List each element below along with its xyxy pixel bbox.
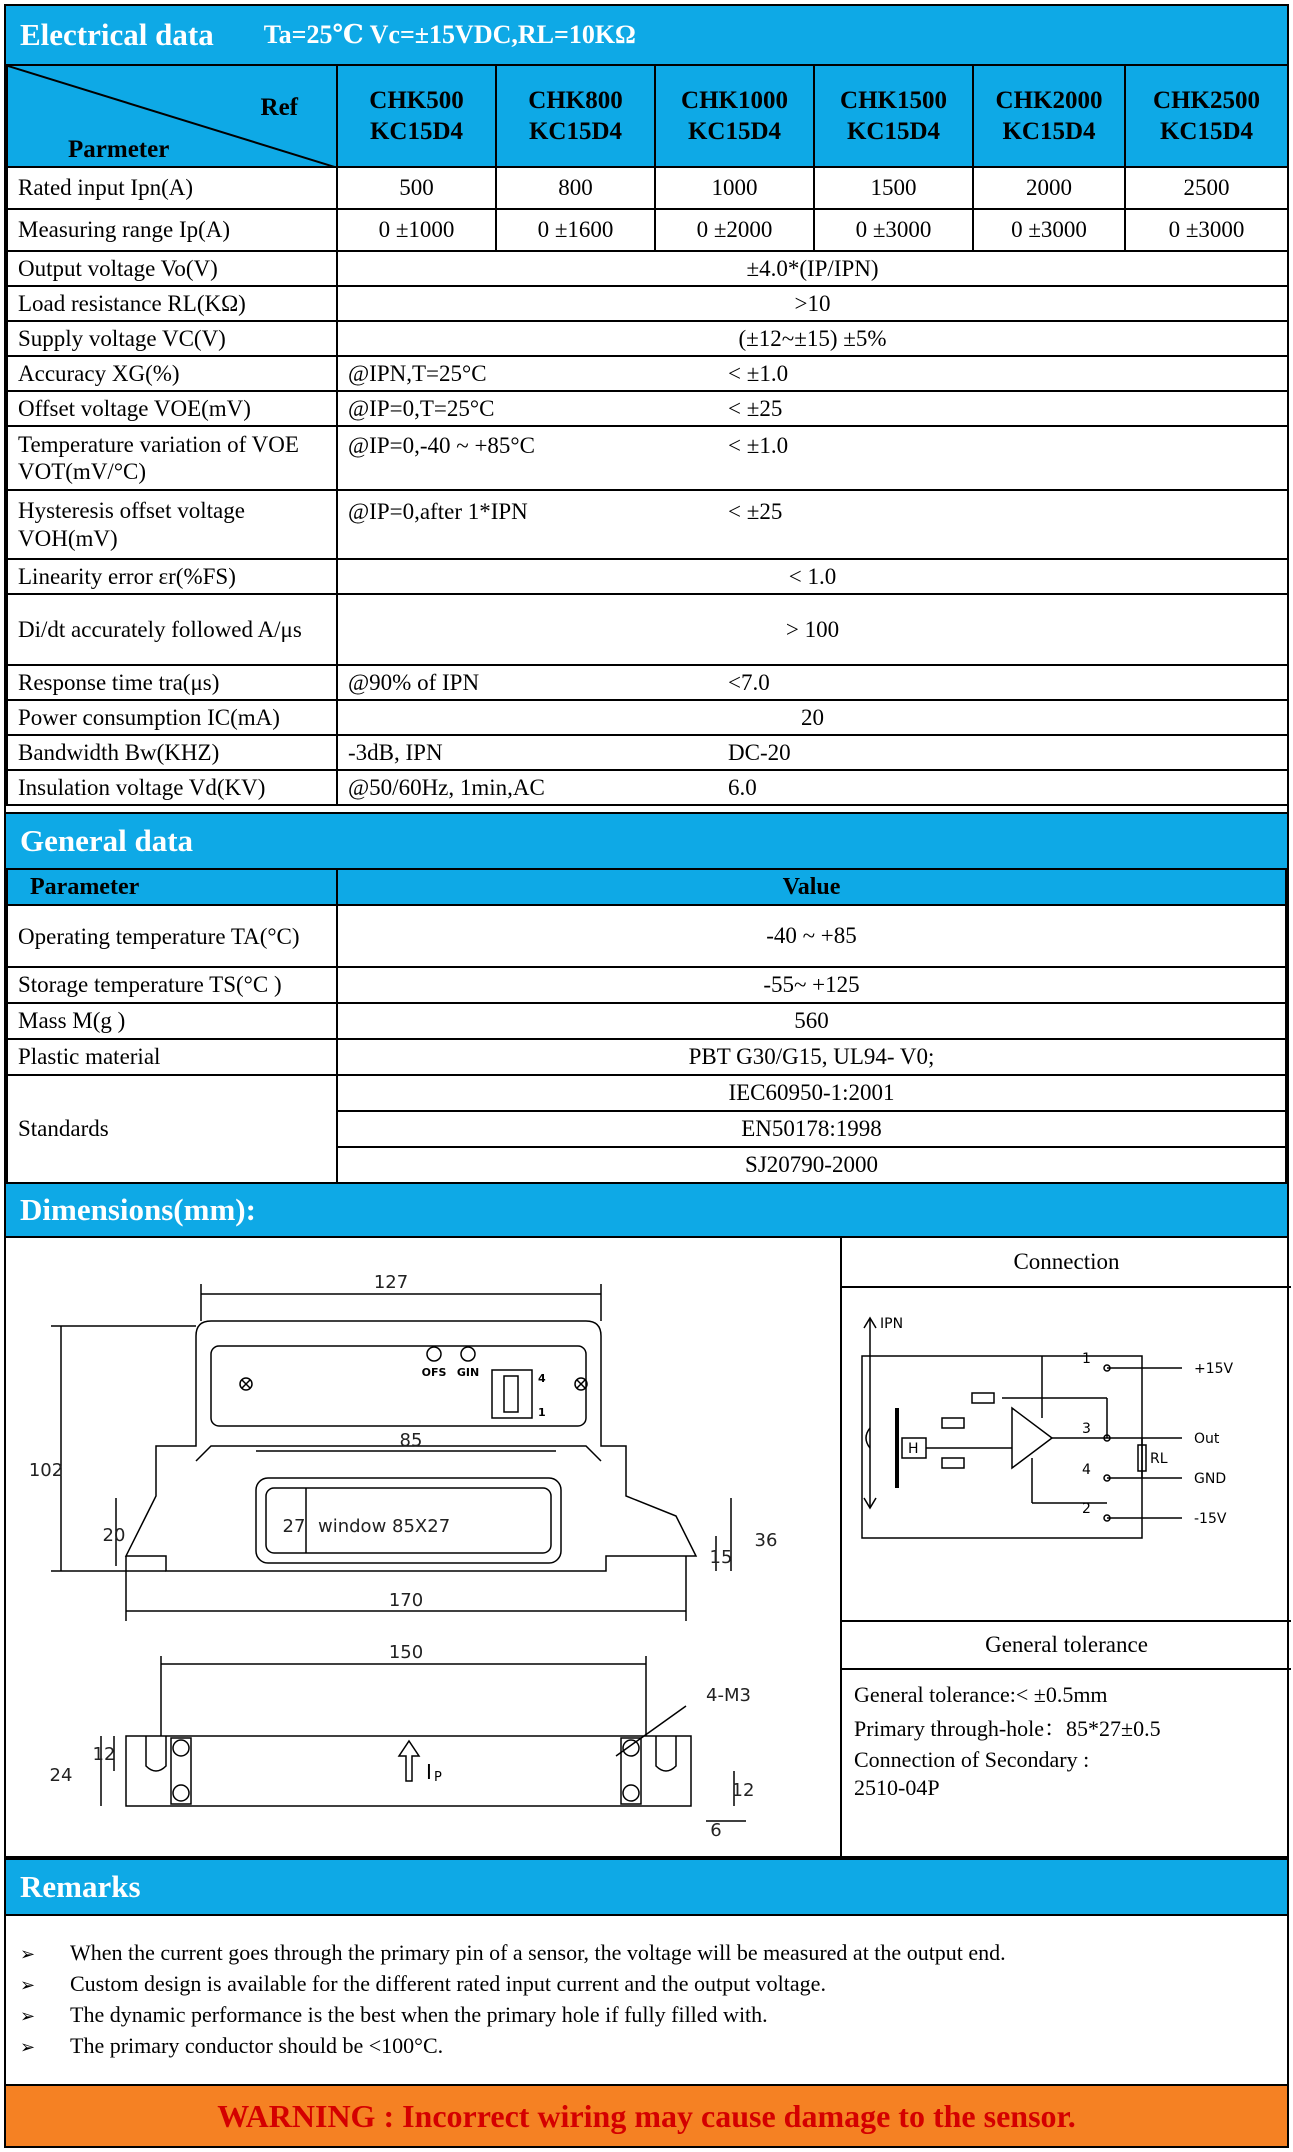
dim-15: 15 xyxy=(709,1547,733,1568)
cell-value xyxy=(337,356,1288,391)
ip-subscript: P xyxy=(434,1770,442,1785)
condition-text: @IP=0,T=25°C xyxy=(348,395,495,421)
cell-value xyxy=(337,391,1288,426)
row-label: Accuracy XG(%) xyxy=(7,356,337,391)
cell-value: 0 ±3000 xyxy=(1125,209,1288,251)
model-header: CHK1500 KC15D4 xyxy=(814,65,973,167)
ref-parameter-cell xyxy=(7,65,337,167)
dim-6: 6 xyxy=(710,1820,722,1841)
table-row xyxy=(7,967,1286,1003)
gin-label: GIN xyxy=(456,1366,480,1379)
cell-value: 1500 xyxy=(814,167,973,209)
dim-12a: 12 xyxy=(92,1744,116,1765)
row-label: Operating temperature TA(°C) xyxy=(7,905,337,967)
table-row xyxy=(7,594,1288,665)
model-header: CHK800 KC15D4 xyxy=(496,65,655,167)
row-label: Output voltage Vo(V) xyxy=(7,251,337,286)
cell-value: (±12~±15) ±5% xyxy=(337,321,1288,356)
arrow-bullet-icon: ➢ xyxy=(20,2006,36,2027)
datasheet-page xyxy=(4,4,1289,2148)
tolerance-line: General tolerance:< ±0.5mm xyxy=(854,1682,1108,1707)
cell-value xyxy=(337,735,1288,770)
table-row xyxy=(7,735,1288,770)
value-text: <7.0 xyxy=(728,669,770,695)
dim-12b: 12 xyxy=(731,1780,755,1801)
electrical-data-header xyxy=(6,4,1287,66)
value-text: 6.0 xyxy=(728,774,757,800)
value-text: DC-20 xyxy=(728,739,791,765)
rl-label: RL xyxy=(1150,1451,1168,1467)
table-row xyxy=(7,490,1288,559)
arrow-bullet-icon: ➢ xyxy=(20,1944,36,1965)
ip-label: I xyxy=(426,1760,432,1784)
standard-value: SJ20790-2000 xyxy=(337,1147,1286,1183)
row-label: Insulation voltage Vd(KV) xyxy=(7,770,337,805)
cell-value: 0 ±1000 xyxy=(337,209,496,251)
row-label: Di/dt accurately followed A/μs xyxy=(7,594,337,665)
cell-value: 0 ±3000 xyxy=(814,209,973,251)
pin-4-label: 4 xyxy=(538,1372,546,1385)
list-item: ➢ Custom design is available for the different rated input current and the output voltage. xyxy=(20,1969,1006,2000)
table-row xyxy=(7,700,1288,735)
dim-85: 85 xyxy=(399,1430,423,1451)
general-data-header xyxy=(6,812,1287,870)
table-row xyxy=(7,905,1286,967)
value-header: Value xyxy=(337,869,1286,905)
table-row xyxy=(7,209,1288,251)
circuit-diagram-svg xyxy=(842,1288,1291,1622)
dim-127: 127 xyxy=(373,1272,409,1293)
connection-title: Connection xyxy=(842,1236,1291,1288)
pin-1-label: 1 xyxy=(538,1406,546,1419)
row-label: Temperature variation of VOE VOT(mV/°C) xyxy=(7,426,337,490)
remarks-section xyxy=(6,1858,1287,2090)
cell-value: 560 xyxy=(337,1003,1286,1039)
model-header: CHK1000 KC15D4 xyxy=(655,65,814,167)
table-row xyxy=(7,167,1288,209)
remarks-list xyxy=(20,1938,1006,2062)
table-row xyxy=(7,770,1288,805)
cell-value xyxy=(337,770,1288,805)
connection-panel xyxy=(842,1236,1291,1858)
condition-text: @IP=0,after 1*IPN xyxy=(348,499,528,524)
list-item: ➢ The dynamic performance is the best when the primary hole if fully filled with. xyxy=(20,2000,1006,2031)
dimensions-title: Dimensions(mm): xyxy=(20,1192,256,1227)
value-text: < ±1.0 xyxy=(728,360,789,386)
pin-1: 1 xyxy=(1082,1351,1091,1367)
cell-value: 20 xyxy=(337,700,1288,735)
dim-36: 36 xyxy=(754,1530,778,1551)
row-label: Storage temperature TS(°C ) xyxy=(7,967,337,1003)
value-text: < ±25 xyxy=(728,499,783,524)
pin-2: 2 xyxy=(1082,1501,1091,1517)
general-tolerance-title: General tolerance xyxy=(842,1622,1291,1670)
row-label: Hysteresis offset voltage VOH(mV) xyxy=(7,490,337,559)
row-label: Bandwidth Bw(KHZ) xyxy=(7,735,337,770)
row-label: Mass M(g ) xyxy=(7,1003,337,1039)
arrow-bullet-icon: ➢ xyxy=(20,1975,36,1996)
model-header: CHK500 KC15D4 xyxy=(337,65,496,167)
dim-20: 20 xyxy=(102,1525,126,1546)
row-label: Supply voltage VC(V) xyxy=(7,321,337,356)
row-label: Load resistance RL(KΩ) xyxy=(7,286,337,321)
cell-value xyxy=(337,426,1288,490)
electrical-header-row xyxy=(7,65,1288,167)
arrow-bullet-icon: ➢ xyxy=(20,2037,36,2058)
dimensions-header xyxy=(6,1182,1287,1238)
parameter-label: Parmeter xyxy=(68,136,170,163)
cell-value: PBT G30/G15, UL94- V0; xyxy=(337,1039,1286,1075)
table-row xyxy=(7,1039,1286,1075)
standard-value: IEC60950-1:2001 xyxy=(337,1075,1286,1111)
gnd-label: GND xyxy=(1194,1471,1227,1487)
condition-text: @IP=0,-40 ~ +85°C xyxy=(348,433,535,458)
remarks-title: Remarks xyxy=(20,1869,141,1904)
electrical-conditions: Ta=25℃ Vc=±15VDC,RL=10KΩ xyxy=(263,20,636,49)
cell-value: -55~ +125 xyxy=(337,967,1286,1003)
model-header: CHK2000 KC15D4 xyxy=(973,65,1125,167)
window-label: window 85X27 xyxy=(318,1516,451,1537)
table-row xyxy=(7,251,1288,286)
general-data-title: General data xyxy=(20,823,194,858)
out-label: Out xyxy=(1194,1431,1220,1447)
table-row xyxy=(7,559,1288,594)
standard-value: EN50178:1998 xyxy=(337,1111,1286,1147)
cell-value: -40 ~ +85 xyxy=(337,905,1286,967)
table-row xyxy=(7,1003,1286,1039)
condition-text: @90% of IPN xyxy=(348,669,480,695)
cell-value xyxy=(337,490,1288,559)
cell-value: < 1.0 xyxy=(337,559,1288,594)
row-label: Response time tra(μs) xyxy=(7,665,337,700)
general-data-table xyxy=(6,868,1287,1184)
cell-value: 800 xyxy=(496,167,655,209)
dimension-drawing-svg xyxy=(6,1236,842,1856)
condition-text: -3dB, IPN xyxy=(348,739,443,765)
pin-4: 4 xyxy=(1082,1462,1091,1478)
plus15v-label: +15V xyxy=(1194,1361,1234,1377)
list-item: ➢ When the current goes through the primary pin of a sensor, the voltage will be measured at the output end. xyxy=(20,1938,1006,1969)
row-label: Linearity error εr(%FS) xyxy=(7,559,337,594)
row-label: Rated input Ipn(A) xyxy=(7,167,337,209)
remarks-header xyxy=(6,1858,1287,1916)
mechanical-drawing xyxy=(6,1236,842,1858)
cell-value: 1000 xyxy=(655,167,814,209)
cell-value: > 100 xyxy=(337,594,1288,665)
dim-27: 27 xyxy=(282,1516,306,1537)
row-label: Plastic material xyxy=(7,1039,337,1075)
hall-label: H xyxy=(908,1441,919,1457)
value-text: < ±25 xyxy=(728,395,783,421)
electrical-data-table xyxy=(6,64,1289,806)
table-row xyxy=(7,426,1288,490)
general-header-row xyxy=(7,869,1286,905)
dimensions-section xyxy=(6,1236,1287,1858)
ofs-label: OFS xyxy=(421,1366,447,1379)
standards-label: Standards xyxy=(7,1075,337,1183)
tolerance-line: Primary through-hole：85*27±0.5 xyxy=(854,1716,1161,1741)
condition-text: @50/60Hz, 1min,AC xyxy=(348,774,545,800)
ref-label: Ref xyxy=(260,94,298,121)
cell-value: 2000 xyxy=(973,167,1125,209)
dim-102: 102 xyxy=(28,1460,64,1481)
connection-circuit xyxy=(842,1288,1291,1622)
table-row xyxy=(7,1075,1286,1111)
parameter-header: Parameter xyxy=(7,869,337,905)
row-label: Power consumption IC(mA) xyxy=(7,700,337,735)
cell-value: 0 ±1600 xyxy=(496,209,655,251)
dim-170: 170 xyxy=(388,1590,424,1611)
cell-value: 0 ±3000 xyxy=(973,209,1125,251)
cell-value: ±4.0*(IP/IPN) xyxy=(337,251,1288,286)
cell-value: >10 xyxy=(337,286,1288,321)
minus15v-label: -15V xyxy=(1194,1511,1227,1527)
dim-24: 24 xyxy=(49,1765,73,1786)
dim-4-m3: 4-M3 xyxy=(706,1685,751,1706)
cell-value xyxy=(337,665,1288,700)
ipn-label: IPN xyxy=(880,1316,904,1332)
condition-text: @IPN,T=25°C xyxy=(348,360,487,386)
table-row xyxy=(7,356,1288,391)
cell-value: 2500 xyxy=(1125,167,1288,209)
tolerance-text xyxy=(842,1670,1291,1810)
table-row xyxy=(7,665,1288,700)
row-label: Offset voltage VOE(mV) xyxy=(7,391,337,426)
value-text: < ±1.0 xyxy=(728,433,789,458)
model-header: CHK2500 KC15D4 xyxy=(1125,65,1288,167)
tolerance-line: Connection of Secondary : xyxy=(854,1747,1090,1772)
dim-150: 150 xyxy=(388,1642,424,1663)
table-row xyxy=(7,321,1288,356)
cell-value: 500 xyxy=(337,167,496,209)
electrical-data-title: Electrical data xyxy=(20,17,214,52)
table-row xyxy=(7,391,1288,426)
row-label: Measuring range Ip(A) xyxy=(7,209,337,251)
table-row xyxy=(7,286,1288,321)
cell-value: 0 ±2000 xyxy=(655,209,814,251)
pin-3: 3 xyxy=(1082,1421,1091,1437)
warning-banner: WARNING : Incorrect wiring may cause damage to the sensor. xyxy=(6,2084,1287,2146)
list-item: ➢ The primary conductor should be <100°C. xyxy=(20,2031,1006,2062)
tolerance-line: 2510-04P xyxy=(854,1775,940,1800)
